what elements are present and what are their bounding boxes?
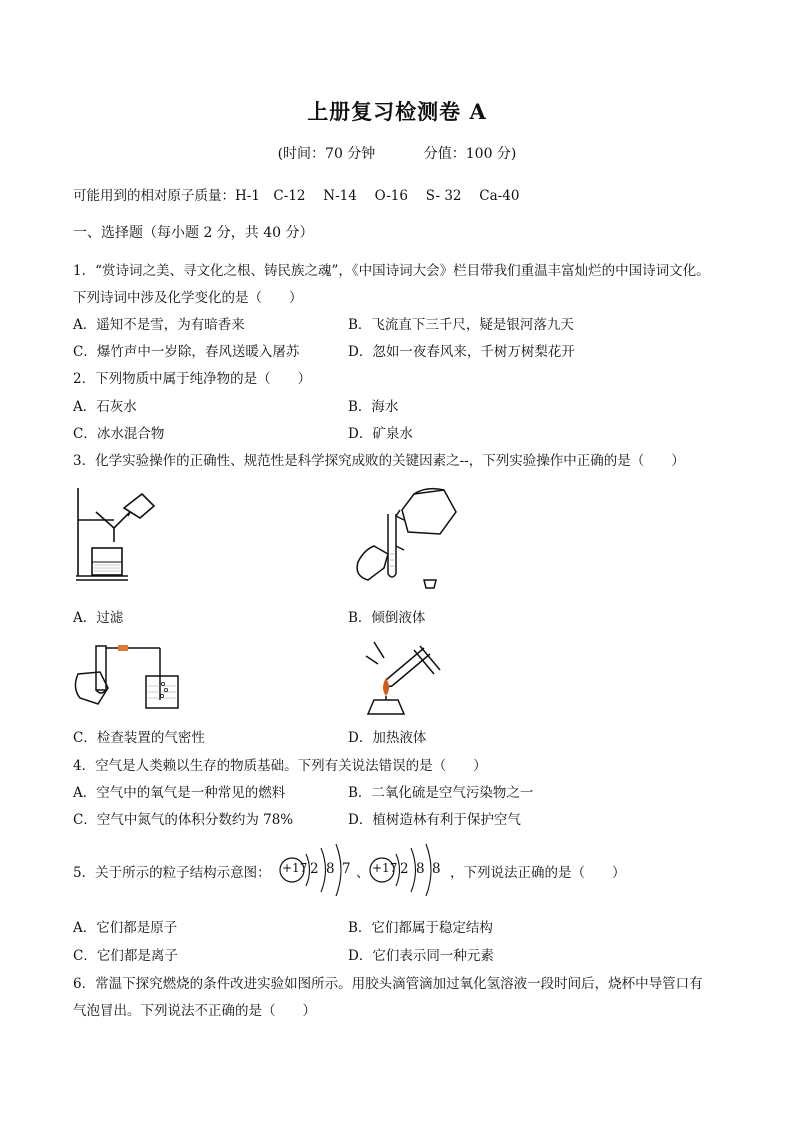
q6-stem-line1: 6．常温下探究燃烧的条件改进实验如图所示。用胶头滴管滴加过氧化氢溶液一段时间后，烧杯中导管口有 (73, 976, 703, 992)
q5-option-d: D．它们表示同一种元素 (348, 948, 494, 964)
shell-electrons: 8 (326, 861, 335, 877)
filtration-figure (70, 482, 160, 586)
flame (383, 678, 389, 696)
q5-stem-pre: 5．关于所示的粒子结构示意图： (73, 865, 271, 881)
q1-stem-line2: 下列诗词中涉及化学变化的是（ ） (73, 290, 303, 306)
section-heading: 一、选择题（每小题 2 分，共 40 分） (73, 225, 314, 241)
nucleus-charge: +17 (372, 861, 398, 875)
q5-separator: 、 (356, 865, 370, 881)
q1-option-d: D．忽如一夜春风来，千树万树梨花开 (348, 344, 575, 360)
nucleus-charge: +17 (282, 861, 308, 875)
q2-stem: 2．下列物质中属于纯净物的是（ ） (73, 371, 312, 387)
q2-option-b: B．海水 (348, 399, 399, 415)
rubber-tube (118, 645, 128, 651)
exam-score: 分值：100 分) (423, 146, 517, 162)
q2-option-c: C．冰水混合物 (73, 426, 165, 442)
q3-option-a: A．过滤 (73, 610, 124, 626)
q1-option-b: B．飞流直下三千尺，疑是银河落九天 (348, 317, 574, 333)
q4-option-d: D．植树造林有利于保护空气 (348, 812, 521, 828)
atom-diagram-1 (276, 840, 356, 900)
exam-info (0, 143, 794, 163)
q2-option-d: D．矿泉水 (348, 426, 413, 442)
q4-stem: 4．空气是人类赖以生存的物质基础。下列有关说法错误的是（ ） (73, 758, 487, 774)
q1-option-a: A．遥知不是雪，为有暗香来 (73, 317, 245, 333)
heating-figure (344, 634, 444, 718)
shell-electrons: 2 (310, 861, 319, 877)
shell-electrons: 8 (432, 861, 441, 877)
pouring-figure (344, 484, 464, 594)
q4-option-a: A．空气中的氧气是一种常见的燃料 (73, 785, 286, 801)
shell-electrons: 2 (400, 861, 409, 877)
shell-electrons: 8 (416, 861, 425, 877)
q1-stem-line1: 1．“赏诗词之美、寻文化之根、铸民族之魂”，《中国诗词大会》栏目带我们重温丰富灿烂的中国诗词文化。 (73, 263, 710, 279)
q3-option-b: B．倾倒液体 (348, 610, 426, 626)
q5-option-a: A．它们都是原子 (73, 920, 178, 936)
q1-option-c: C．爆竹声中一岁除，春风送暖入屠苏 (73, 344, 300, 360)
atomic-mass-line: 可能用到的相对原子质量：H-1 C-12 N-14 O-16 S- 32 Ca-40 (73, 188, 520, 204)
exam-time: (时间：70 分钟 (277, 146, 376, 162)
atom-diagram-2 (366, 840, 446, 900)
q4-option-b: B．二氧化硫是空气污染物之一 (348, 785, 534, 801)
q5-option-c: C．它们都是离子 (73, 948, 178, 964)
q5-stem-post: ，下列说法正确的是（ ） (450, 865, 626, 881)
q3-stem: 3．化学实验操作的正确性、规范性是科学探究成败的关键因素之--，下列实验操作中正确的是（ ） (73, 453, 685, 469)
q4-option-c: C．空气中氮气的体积分数约为 78% (73, 812, 294, 828)
shell-electrons: 7 (342, 861, 351, 877)
q3-option-c: C．检查装置的气密性 (73, 730, 205, 746)
page-title: 上册复习检测卷 A (307, 99, 487, 124)
airtightness-figure (70, 634, 190, 718)
q5-option-b: B．它们都属于稳定结构 (348, 920, 493, 936)
q2-option-a: A．石灰水 (73, 399, 137, 415)
q6-stem-line2: 气泡冒出。下列说法不正确的是（ ） (73, 1003, 316, 1019)
q3-option-d: D．加热液体 (348, 730, 427, 746)
